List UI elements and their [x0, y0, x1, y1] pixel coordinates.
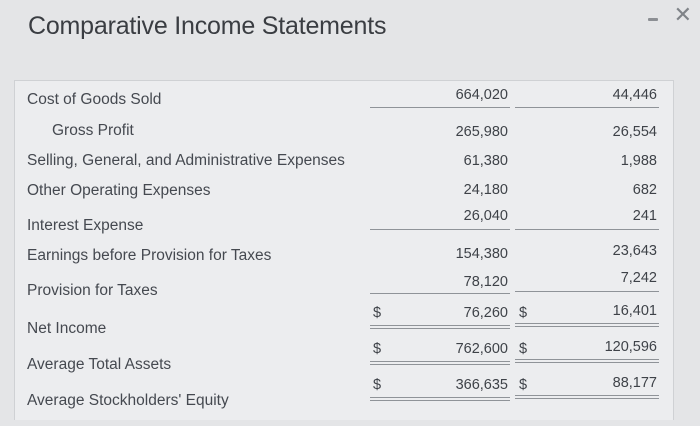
underline — [515, 107, 659, 108]
income-statement-table — [14, 80, 674, 420]
cell-gross-profit-2: 26,554 — [612, 124, 657, 140]
underline — [370, 229, 510, 230]
row-label-other-opex: Other Operating Expenses — [27, 182, 211, 199]
underline — [370, 107, 510, 108]
row-label-gross-profit: Gross Profit — [52, 122, 134, 139]
dollar-sign: $ — [373, 305, 382, 321]
cell-avg-assets-1: 762,600 — [455, 341, 508, 357]
cell-ebt-2: 23,643 — [612, 243, 657, 259]
double-underline — [515, 323, 659, 327]
double-underline — [370, 361, 510, 365]
dollar-sign: $ — [519, 377, 528, 393]
close-icon[interactable]: ✕ — [673, 2, 692, 27]
cell-interest-2: 241 — [632, 208, 657, 224]
row-label-interest: Interest Expense — [27, 217, 144, 234]
cell-ebt-1: 154,380 — [455, 246, 508, 262]
cell-other-opex-1: 24,180 — [463, 182, 508, 198]
underline — [515, 291, 659, 292]
double-underline — [515, 395, 659, 399]
dollar-sign: $ — [373, 341, 382, 357]
cell-tax-1: 78,120 — [463, 274, 508, 290]
row-label-sga: Selling, General, and Administrative Expenses — [27, 152, 345, 169]
double-underline — [370, 325, 510, 329]
dollar-sign: $ — [519, 341, 528, 357]
row-label-ebt: Earnings before Provision for Taxes — [27, 247, 272, 264]
cell-avg-equity-1: 366,635 — [455, 377, 508, 393]
cell-net-income-2: 16,401 — [612, 303, 657, 319]
dollar-sign: $ — [373, 377, 382, 393]
cell-tax-2: 7,242 — [620, 270, 657, 286]
minimize-icon[interactable] — [648, 18, 658, 21]
cell-other-opex-2: 682 — [632, 182, 657, 198]
cell-cogs-2: 44,446 — [612, 87, 657, 103]
cell-net-income-1: 76,260 — [463, 305, 508, 321]
cell-gross-profit-1: 265,980 — [455, 124, 508, 140]
row-label-avg-assets: Average Total Assets — [27, 356, 172, 373]
page-title: Comparative Income Statements — [28, 12, 387, 40]
cell-cogs-1: 664,020 — [455, 87, 508, 103]
double-underline — [515, 359, 659, 363]
cell-interest-1: 26,040 — [463, 208, 508, 224]
window-controls — [648, 4, 692, 26]
row-label-avg-equity: Average Stockholders' Equity — [27, 392, 229, 409]
cell-sga-2: 1,988 — [620, 153, 657, 169]
underline — [370, 293, 510, 294]
double-underline — [370, 397, 510, 401]
cell-sga-1: 61,380 — [463, 153, 508, 169]
underline — [515, 229, 659, 230]
row-label-tax: Provision for Taxes — [27, 282, 158, 299]
row-label-net-income: Net Income — [27, 320, 107, 337]
cell-avg-equity-2: 88,177 — [612, 375, 657, 391]
dollar-sign: $ — [519, 305, 528, 321]
cell-avg-assets-2: 120,596 — [604, 339, 657, 355]
row-label-cogs: Cost of Goods Sold — [27, 91, 162, 108]
